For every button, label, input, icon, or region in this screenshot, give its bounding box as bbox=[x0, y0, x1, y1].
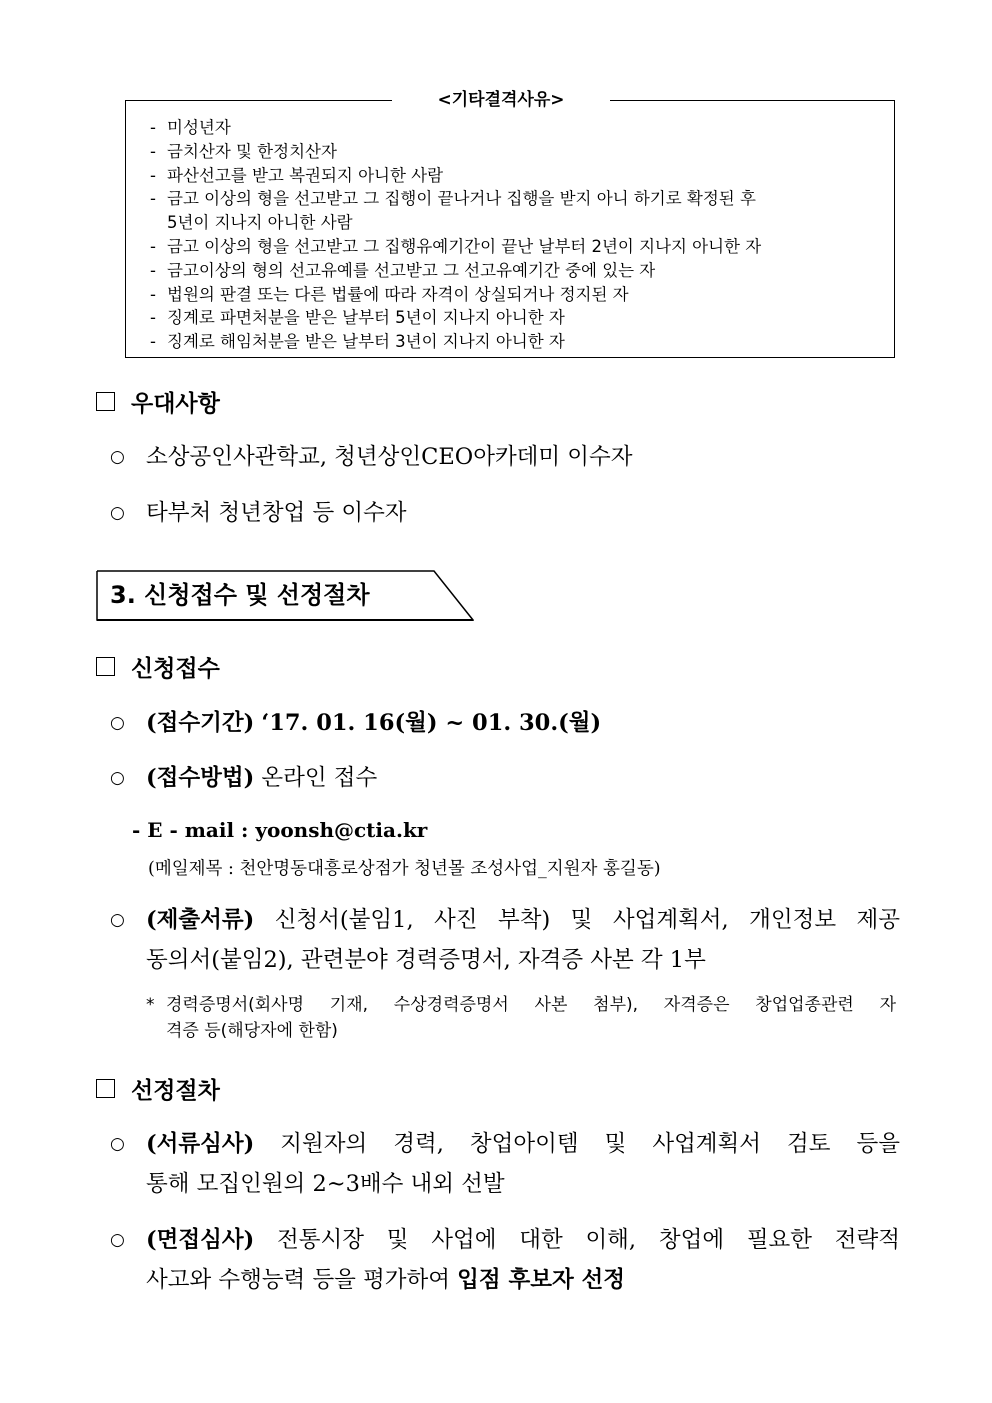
list-item: - 법원의 판결 또는 다른 법률에 따라 자격이 상실되거나 정지된 자 bbox=[148, 283, 888, 307]
documents-note: * 경력증명서(회사명 기재, 수상경력증명서 사본 첨부), 자격증은 창업업종관련 자 격증 등(해당자에 한함) bbox=[146, 995, 896, 1041]
section-header bbox=[96, 570, 474, 621]
application-period: ○ (접수기간) ‘17. 01. 16(월) ~ 01. 30.(월) bbox=[110, 703, 900, 743]
disqualification-title: <기타결격사유> bbox=[392, 88, 610, 112]
circle-bullet-icon: ○ bbox=[110, 768, 125, 788]
application-documents: ○ (제출서류) 신청서(붙임1, 사진 부착) 및 사업계획서, 개인정보 제공 동의서(붙임2), 관련분야 경력증명서, 자격증 사본 각 1부 bbox=[110, 900, 900, 980]
list-item: - 미성년자 bbox=[148, 116, 888, 140]
application-heading: 신청접수 bbox=[96, 651, 220, 681]
list-item: - 징계로 해임처분을 받은 날부터 3년이 지나지 아니한 자 bbox=[148, 330, 888, 354]
checkbox-icon bbox=[96, 392, 115, 411]
preference-item: ○ 소상공인사관학교, 청년상인CEO아카데미 이수자 bbox=[110, 437, 900, 477]
selection-document-review: ○ (서류심사) 지원자의 경력, 창업아이템 및 사업계획서 검토 등을 통해 모집인원의 2~3배수 내외 선발 bbox=[110, 1124, 900, 1204]
selection-interview: ○ (면접심사) 전통시장 및 사업에 대한 이해, 창업에 필요한 전략적 사고와 수행능력 등을 평가하여 입점 후보자 선정 bbox=[110, 1220, 900, 1300]
disqualification-list bbox=[148, 116, 888, 354]
checkbox-icon bbox=[96, 1079, 115, 1098]
list-item: - 금치산자 및 한정치산자 bbox=[148, 140, 888, 164]
list-item: - 파산선고를 받고 복권되지 아니한 사람 bbox=[148, 164, 888, 188]
section-title: 3. 신청접수 및 선정절차 bbox=[110, 581, 370, 609]
list-item: - 금고이상의 형의 선고유예를 선고받고 그 선고유예기간 중에 있는 자 bbox=[148, 259, 888, 283]
application-method: ○ (접수방법) 온라인 접수 bbox=[110, 758, 900, 798]
email-subject-note: (메일제목 : 천안명동대흥로상점가 청년몰 조성사업_지원자 홍길동) bbox=[148, 859, 661, 879]
circle-bullet-icon: ○ bbox=[110, 910, 125, 930]
circle-bullet-icon: ○ bbox=[110, 1230, 125, 1250]
selection-heading: 선정절차 bbox=[96, 1073, 220, 1103]
email-line: - E - mail : yoonsh@ctia.kr bbox=[132, 818, 428, 842]
circle-bullet-icon: ○ bbox=[110, 1134, 125, 1154]
preference-item: ○ 타부처 청년창업 등 이수자 bbox=[110, 493, 900, 533]
list-item: - 금고 이상의 형을 선고받고 그 집행유예기간이 끝난 날부터 2년이 지나지 아니한 자 bbox=[148, 235, 888, 259]
circle-bullet-icon: ○ bbox=[110, 713, 125, 733]
circle-bullet-icon: ○ bbox=[110, 447, 125, 467]
checkbox-icon bbox=[96, 657, 115, 676]
list-item: - 금고 이상의 형을 선고받고 그 집행이 끝나거나 집행을 받지 아니 하기로 확정된 후 5년이 지나지 아니한 사람 bbox=[148, 187, 888, 235]
preference-heading: 우대사항 bbox=[96, 386, 220, 416]
circle-bullet-icon: ○ bbox=[110, 503, 125, 523]
list-item: - 징계로 파면처분을 받은 날부터 5년이 지나지 아니한 자 bbox=[148, 306, 888, 330]
list-item-continuation: 5년이 지나지 아니한 사람 bbox=[167, 213, 353, 233]
